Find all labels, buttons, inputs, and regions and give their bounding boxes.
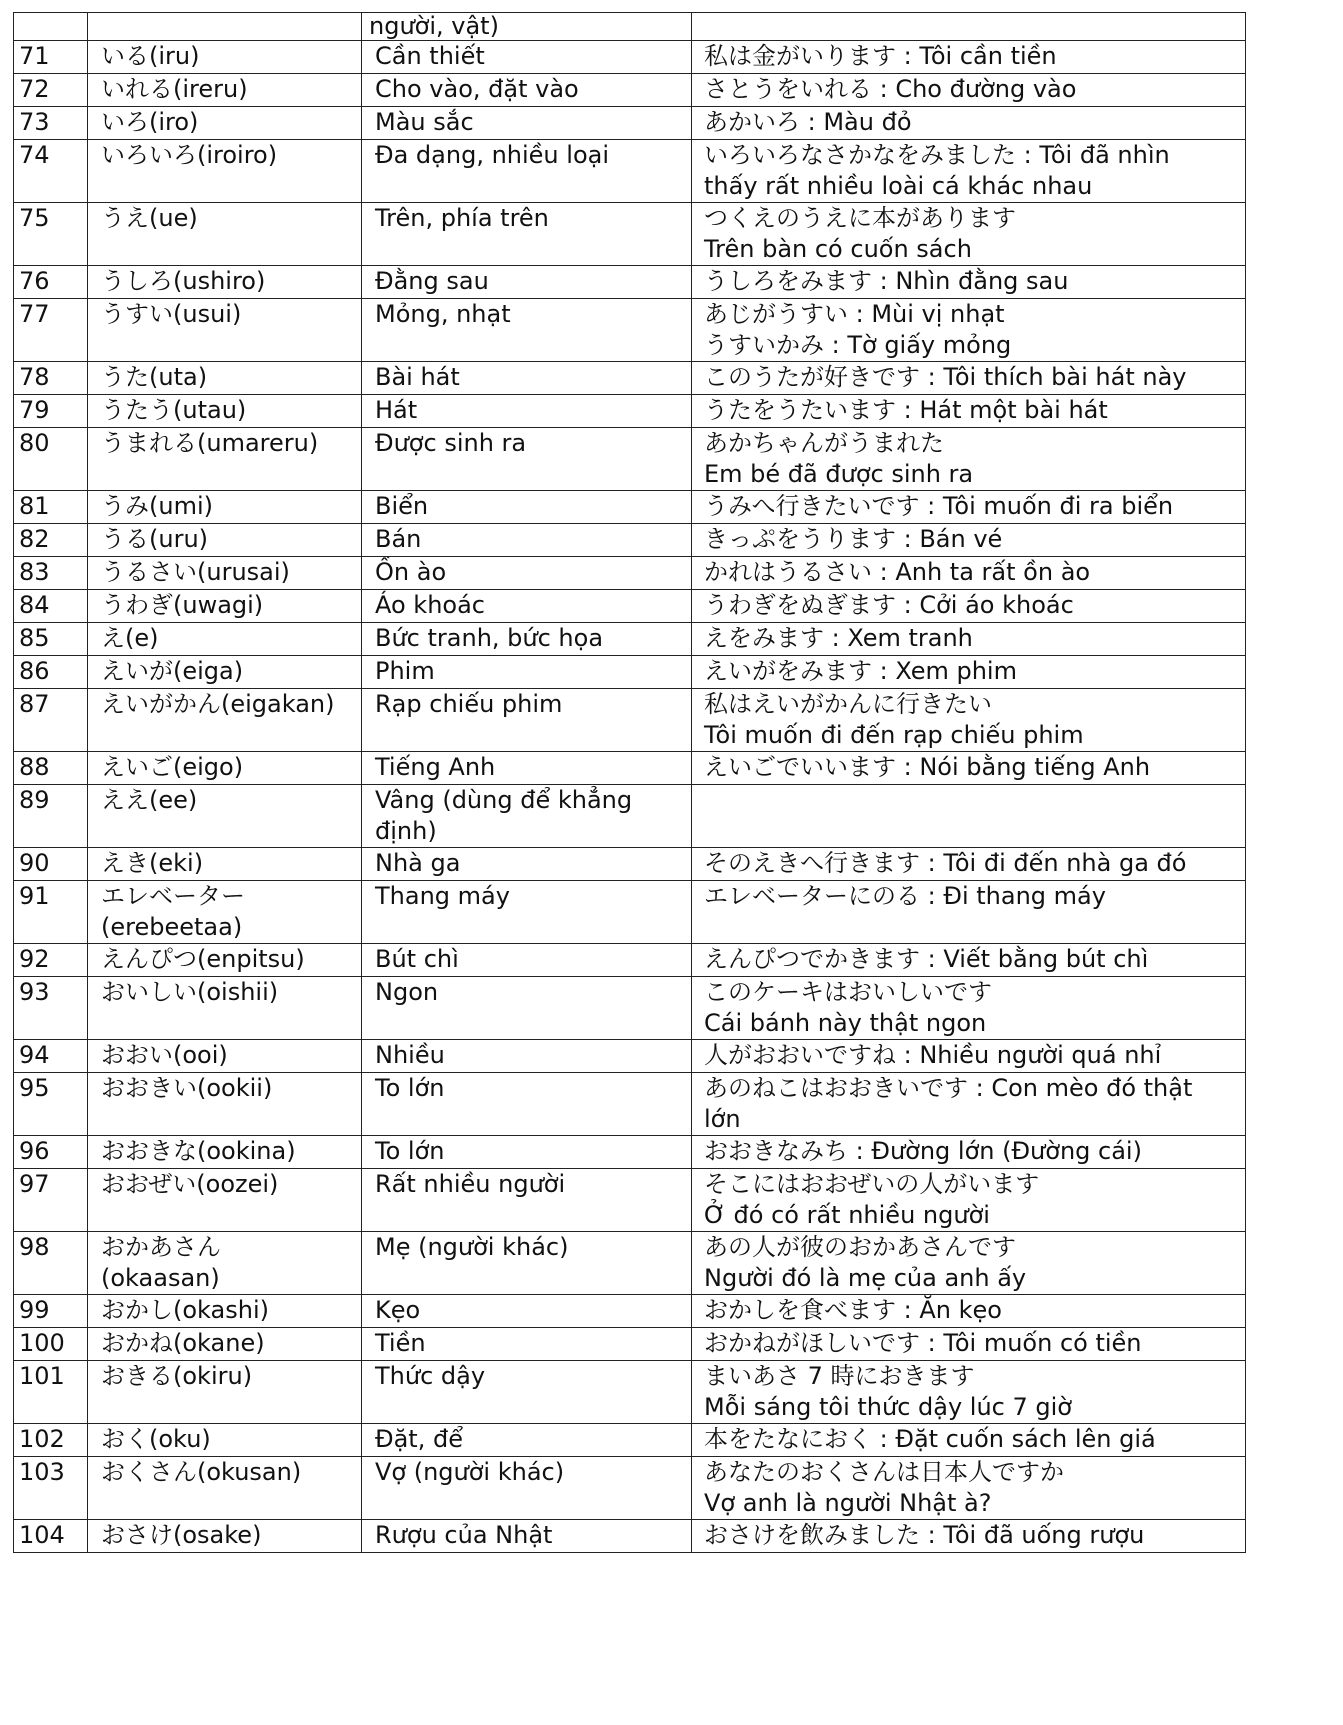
vocab-meaning: Thang máy <box>362 881 692 944</box>
table-row <box>14 1169 1246 1232</box>
vocab-word: いろ(iro) <box>88 107 362 140</box>
table-row <box>14 1361 1246 1424</box>
row-number: 94 <box>14 1040 88 1073</box>
row-number: 101 <box>14 1361 88 1424</box>
vocab-word: おいしい(oishii) <box>88 977 362 1040</box>
table-row <box>14 1073 1246 1136</box>
row-number: 89 <box>14 785 88 848</box>
row-number: 96 <box>14 1136 88 1169</box>
vocab-example: うしろをみます : Nhìn đằng sau <box>692 266 1246 299</box>
table-row <box>14 524 1246 557</box>
vocab-word: うわぎ(uwagi) <box>88 590 362 623</box>
vocab-word: いろいろ(iroiro) <box>88 140 362 203</box>
table-row <box>14 623 1246 656</box>
vocab-word: おおきい(ookii) <box>88 1073 362 1136</box>
vocab-meaning: Hát <box>362 395 692 428</box>
table-row <box>14 395 1246 428</box>
vocab-meaning: Thức dậy <box>362 1361 692 1424</box>
vocab-example: あかいろ : Màu đỏ <box>692 107 1246 140</box>
table-row <box>14 140 1246 203</box>
row-number: 104 <box>14 1520 88 1553</box>
row-number: 78 <box>14 362 88 395</box>
row-number: 86 <box>14 656 88 689</box>
vocabulary-table <box>13 12 1246 1553</box>
table-row <box>14 1520 1246 1553</box>
vocab-example: いろいろなさかなをみました : Tôi đã nhìn thấy rất nhiều loài cá khác nhau <box>692 140 1246 203</box>
vocab-example: あなたのおくさんは日本人ですか Vợ anh là người Nhật à? <box>692 1457 1246 1520</box>
table-row <box>14 557 1246 590</box>
vocab-meaning: Tiền <box>362 1328 692 1361</box>
vocab-word: おおきな(ookina) <box>88 1136 362 1169</box>
vocab-word: おきる(okiru) <box>88 1361 362 1424</box>
table-row <box>14 107 1246 140</box>
vocab-example: このケーキはおいしいです Cái bánh này thật ngon <box>692 977 1246 1040</box>
vocab-meaning: Vâng (dùng để khẳng định) <box>362 785 692 848</box>
vocab-word: うた(uta) <box>88 362 362 395</box>
row-number: 82 <box>14 524 88 557</box>
vocab-word: エレベーター (erebeetaa) <box>88 881 362 944</box>
vocab-example: うたをうたいます : Hát một bài hát <box>692 395 1246 428</box>
vocab-example: あじがうすい : Mùi vị nhạt うすいかみ : Tờ giấy mỏng <box>692 299 1246 362</box>
vocab-word: えいがかん(eigakan) <box>88 689 362 752</box>
row-number: 74 <box>14 140 88 203</box>
vocab-word: おかあさん (okaasan) <box>88 1232 362 1295</box>
row-number: 103 <box>14 1457 88 1520</box>
row-number: 79 <box>14 395 88 428</box>
vocab-example: 人がおおいですね : Nhiều người quá nhỉ <box>692 1040 1246 1073</box>
vocab-example: エレベーターにのる : Đi thang máy <box>692 881 1246 944</box>
row-number: 95 <box>14 1073 88 1136</box>
vocab-example: あかちゃんがうまれた Em bé đã được sinh ra <box>692 428 1246 491</box>
vocab-example: えんぴつでかきます : Viết bằng bút chì <box>692 944 1246 977</box>
vocab-meaning: To lớn <box>362 1136 692 1169</box>
table-row <box>14 1232 1246 1295</box>
vocabulary-table-body <box>14 13 1246 1553</box>
vocab-word: うしろ(ushiro) <box>88 266 362 299</box>
vocab-word: おかね(okane) <box>88 1328 362 1361</box>
vocab-word: おく(oku) <box>88 1424 362 1457</box>
vocab-meaning: Bài hát <box>362 362 692 395</box>
row-number: 97 <box>14 1169 88 1232</box>
vocab-example: 私は金がいります : Tôi cần tiền <box>692 41 1246 74</box>
table-row <box>14 491 1246 524</box>
vocab-meaning: Đa dạng, nhiều loại <box>362 140 692 203</box>
row-number: 88 <box>14 752 88 785</box>
vocab-example: えをみます : Xem tranh <box>692 623 1246 656</box>
row-number: 98 <box>14 1232 88 1295</box>
vocab-meaning: Rạp chiếu phim <box>362 689 692 752</box>
vocab-example: そのえきへ行きます : Tôi đi đến nhà ga đó <box>692 848 1246 881</box>
vocab-example: おさけを飲みました : Tôi đã uống rượu <box>692 1520 1246 1553</box>
vocab-word: うたう(utau) <box>88 395 362 428</box>
vocab-example: おかねがほしいです : Tôi muốn có tiền <box>692 1328 1246 1361</box>
vocab-word: いれる(ireru) <box>88 74 362 107</box>
row-number: 84 <box>14 590 88 623</box>
vocab-word: えんぴつ(enpitsu) <box>88 944 362 977</box>
vocab-word: おくさん(okusan) <box>88 1457 362 1520</box>
row-number: 77 <box>14 299 88 362</box>
vocab-word: うまれる(umareru) <box>88 428 362 491</box>
table-row <box>14 1136 1246 1169</box>
vocab-example: えいごでいいます : Nói bằng tiếng Anh <box>692 752 1246 785</box>
vocab-word: うみ(umi) <box>88 491 362 524</box>
vocab-example <box>692 13 1246 41</box>
vocab-meaning: người, vật) <box>362 13 692 41</box>
vocab-example: あの人が彼のおかあさんです Người đó là mẹ của anh ấy <box>692 1232 1246 1295</box>
table-row <box>14 74 1246 107</box>
row-number: 75 <box>14 203 88 266</box>
table-row <box>14 689 1246 752</box>
vocab-word: うる(uru) <box>88 524 362 557</box>
vocab-meaning: Ngon <box>362 977 692 1040</box>
vocab-meaning: Bút chì <box>362 944 692 977</box>
vocab-example: このうたが好きです : Tôi thích bài hát này <box>692 362 1246 395</box>
vocab-example: おかしを食べます : Ăn kẹo <box>692 1295 1246 1328</box>
vocab-example: つくえのうえに本があります Trên bàn có cuốn sách <box>692 203 1246 266</box>
table-row <box>14 1424 1246 1457</box>
vocab-word: えいが(eiga) <box>88 656 362 689</box>
vocab-word: ええ(ee) <box>88 785 362 848</box>
row-number: 80 <box>14 428 88 491</box>
row-number: 85 <box>14 623 88 656</box>
vocab-meaning: Được sinh ra <box>362 428 692 491</box>
row-number: 71 <box>14 41 88 74</box>
row-number: 73 <box>14 107 88 140</box>
vocab-example: うわぎをぬぎます : Cởi áo khoác <box>692 590 1246 623</box>
vocab-word: おさけ(osake) <box>88 1520 362 1553</box>
table-row <box>14 752 1246 785</box>
table-row <box>14 428 1246 491</box>
row-number: 72 <box>14 74 88 107</box>
vocab-example: そこにはおおぜいの人がいます Ở đó có rất nhiều người <box>692 1169 1246 1232</box>
vocab-example: おおきなみち : Đường lớn (Đường cái) <box>692 1136 1246 1169</box>
vocab-example: まいあさ 7 時におきます Mỗi sáng tôi thức dậy lúc 7 giờ <box>692 1361 1246 1424</box>
vocab-meaning: Vợ (người khác) <box>362 1457 692 1520</box>
row-number: 102 <box>14 1424 88 1457</box>
vocab-word: おかし(okashi) <box>88 1295 362 1328</box>
vocab-word: おおぜい(oozei) <box>88 1169 362 1232</box>
row-number: 100 <box>14 1328 88 1361</box>
table-row <box>14 1040 1246 1073</box>
row-number: 92 <box>14 944 88 977</box>
table-row <box>14 944 1246 977</box>
table-row <box>14 1328 1246 1361</box>
vocab-meaning: Phim <box>362 656 692 689</box>
vocab-example: きっぷをうります : Bán vé <box>692 524 1246 557</box>
vocab-meaning: Màu sắc <box>362 107 692 140</box>
row-number: 99 <box>14 1295 88 1328</box>
row-number <box>14 13 88 41</box>
table-row <box>14 362 1246 395</box>
vocab-example <box>692 785 1246 848</box>
vocab-example: さとうをいれる : Cho đường vào <box>692 74 1246 107</box>
row-number: 83 <box>14 557 88 590</box>
table-row <box>14 13 1246 41</box>
vocab-example: 私はえいがかんに行きたい Tôi muốn đi đến rạp chiếu phim <box>692 689 1246 752</box>
vocab-word: うえ(ue) <box>88 203 362 266</box>
vocab-word <box>88 13 362 41</box>
vocab-example: かれはうるさい : Anh ta rất ồn ào <box>692 557 1246 590</box>
vocab-word: えいご(eigo) <box>88 752 362 785</box>
table-row <box>14 1295 1246 1328</box>
vocab-word: いる(iru) <box>88 41 362 74</box>
table-row <box>14 977 1246 1040</box>
vocab-word: え(e) <box>88 623 362 656</box>
table-row <box>14 785 1246 848</box>
vocab-example: あのねこはおおきいです : Con mèo đó thật lớn <box>692 1073 1246 1136</box>
table-row <box>14 848 1246 881</box>
vocab-meaning: Bán <box>362 524 692 557</box>
vocab-example: 本をたなにおく : Đặt cuốn sách lên giá <box>692 1424 1246 1457</box>
row-number: 81 <box>14 491 88 524</box>
table-row <box>14 590 1246 623</box>
table-row <box>14 1457 1246 1520</box>
vocab-meaning: Ồn ào <box>362 557 692 590</box>
vocab-meaning: Đặt, để <box>362 1424 692 1457</box>
row-number: 76 <box>14 266 88 299</box>
table-row <box>14 203 1246 266</box>
vocab-word: おおい(ooi) <box>88 1040 362 1073</box>
vocab-meaning: Áo khoác <box>362 590 692 623</box>
vocab-word: えき(eki) <box>88 848 362 881</box>
vocab-meaning: Mỏng, nhạt <box>362 299 692 362</box>
row-number: 93 <box>14 977 88 1040</box>
row-number: 87 <box>14 689 88 752</box>
table-row <box>14 41 1246 74</box>
table-row <box>14 299 1246 362</box>
vocab-meaning: Nhà ga <box>362 848 692 881</box>
vocab-meaning: Tiếng Anh <box>362 752 692 785</box>
row-number: 90 <box>14 848 88 881</box>
vocab-meaning: Biển <box>362 491 692 524</box>
vocab-meaning: To lớn <box>362 1073 692 1136</box>
vocab-example: うみへ行きたいです : Tôi muốn đi ra biển <box>692 491 1246 524</box>
vocab-word: うすい(usui) <box>88 299 362 362</box>
vocab-meaning: Mẹ (người khác) <box>362 1232 692 1295</box>
table-row <box>14 656 1246 689</box>
vocab-meaning: Rượu của Nhật <box>362 1520 692 1553</box>
table-row <box>14 266 1246 299</box>
vocab-meaning: Kẹo <box>362 1295 692 1328</box>
vocab-meaning: Cho vào, đặt vào <box>362 74 692 107</box>
vocab-meaning: Đằng sau <box>362 266 692 299</box>
vocab-meaning: Nhiều <box>362 1040 692 1073</box>
vocab-word: うるさい(urusai) <box>88 557 362 590</box>
vocab-meaning: Cần thiết <box>362 41 692 74</box>
vocab-meaning: Rất nhiều người <box>362 1169 692 1232</box>
row-number: 91 <box>14 881 88 944</box>
vocab-meaning: Bức tranh, bức họa <box>362 623 692 656</box>
table-row <box>14 881 1246 944</box>
vocab-meaning: Trên, phía trên <box>362 203 692 266</box>
vocab-example: えいがをみます : Xem phim <box>692 656 1246 689</box>
